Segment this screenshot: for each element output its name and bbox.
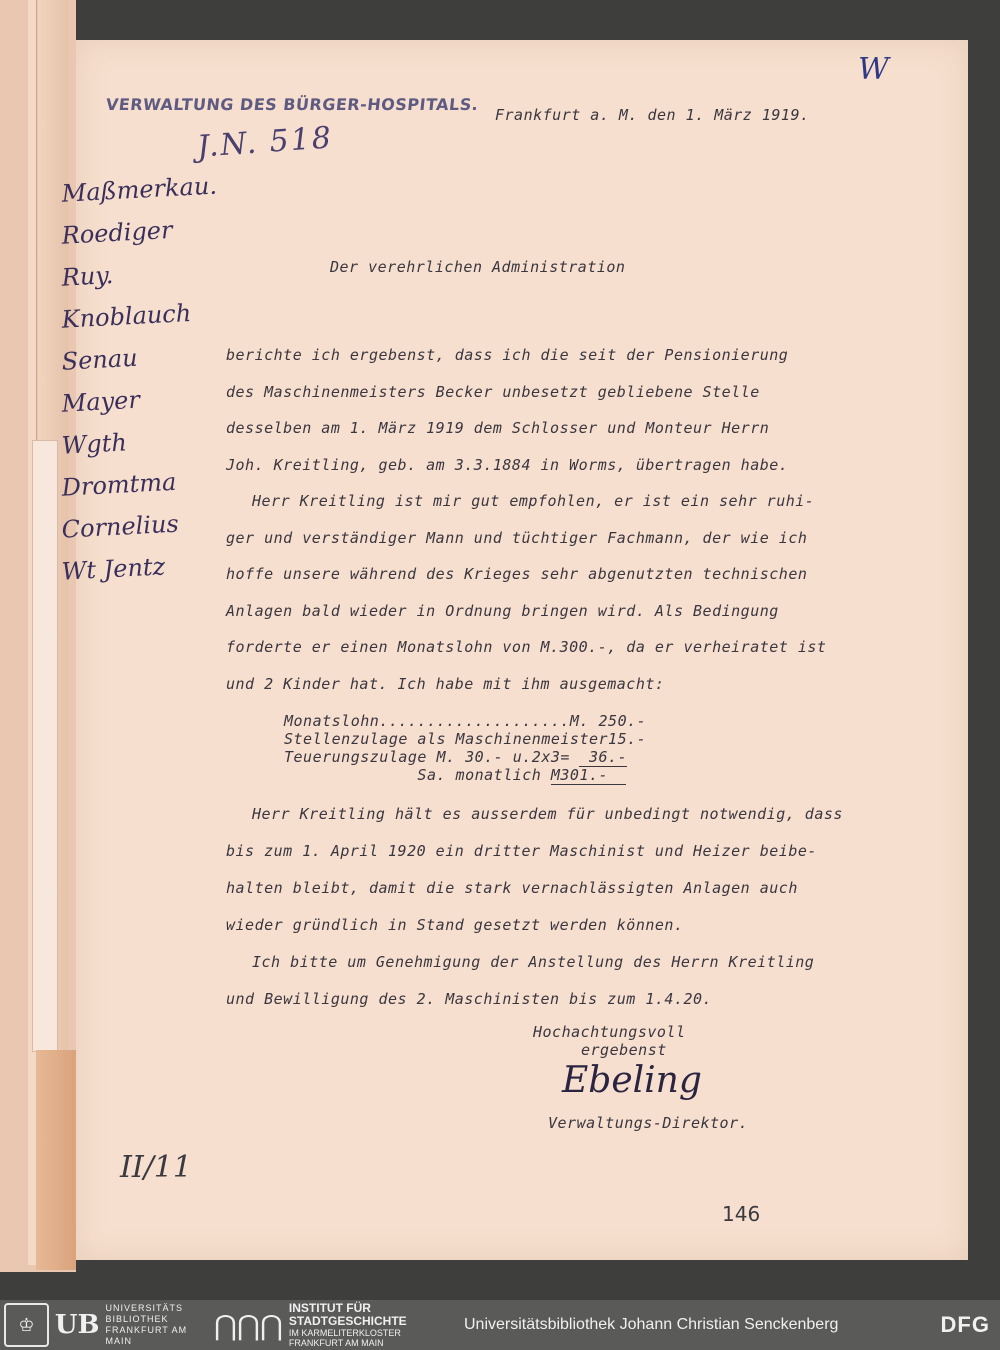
margin-note: Wt Jentz <box>61 552 166 586</box>
text-line: bis zum 1. April 1920 ein dritter Maschinist und Heizer beibe- <box>226 842 817 860</box>
letter-body-continued <box>226 805 956 1027</box>
text-line: des Maschinenmeisters Becker unbesetzt gebliebene Stelle <box>226 382 760 401</box>
text-line: hoffe unsere während des Krieges sehr abgenutzten technischen <box>226 565 808 583</box>
ub-logo-text <box>105 1303 214 1347</box>
text-line: berichte ich ergebenst, dass ich die seit der Pensionierung <box>226 346 789 364</box>
text-line: ger und verständiger Mann und tüchtiger Fachmann, der wie ich <box>226 528 808 547</box>
footer-bar <box>0 1300 1000 1350</box>
text-line: halten bleibt, damit die stark vernachlässigten Anlagen auch <box>226 879 798 897</box>
ifs-line: FRANKFURT AM MAIN <box>288 1338 384 1348</box>
text-line: und Bewilligung des 2. Maschinisten bis zum 1.4.20. <box>226 990 713 1008</box>
text-line: und 2 Kinder hat. Ich habe mit ihm ausgemacht: <box>226 674 665 693</box>
calc-row: Stellenzulage als Maschinenmeister15.- <box>284 730 647 748</box>
text-line: Joh. Kreitling, geb. am 3.3.1884 in Worms, übertragen habe. <box>226 455 789 474</box>
salutation: Der verehrlichen Administration <box>330 258 626 276</box>
calc-amount: 36.- <box>579 748 628 766</box>
ub-logo[interactable] <box>4 1303 214 1347</box>
text-line: desselben am 1. März 1919 dem Schlosser und Monteur Herrn <box>226 419 770 437</box>
closing <box>533 1023 686 1059</box>
closing-line: ergebenst <box>581 1041 667 1059</box>
handwritten-folio: II/11 <box>120 1150 192 1185</box>
library-title: Universitätsbibliothek Johann Christian Senckenberg <box>464 1316 839 1333</box>
ifs-line: STADTGESCHICHTE <box>288 1314 407 1328</box>
text-line: Herr Kreitling ist mir gut empfohlen, er ist ein sehr ruhi- <box>252 492 815 510</box>
margin-note: Roediger <box>61 215 174 250</box>
arches-icon: ⋂⋂⋂ <box>214 1308 283 1342</box>
institution-stamp: VERWALTUNG DES BÜRGER-HOSPITALS. <box>105 95 480 114</box>
handwritten-signature: Ebeling <box>562 1060 702 1101</box>
margin-note: Cornelius <box>61 509 180 544</box>
margin-note: Dromtma <box>61 467 177 502</box>
text-line: Herr Kreitling hält es ausserdem für unbedingt notwendig, dass <box>252 805 843 823</box>
salary-calculation <box>284 712 646 784</box>
calc-row <box>284 748 646 766</box>
text-line: Ich bitte um Genehmigung der Anstellung des Herrn Kreitling <box>252 953 815 971</box>
margin-note: Mayer <box>61 385 141 418</box>
ifs-logo-text <box>289 1302 407 1348</box>
calc-label: Teuerungszulage M. 30.- u.2x3= <box>284 748 580 766</box>
ifs-logo[interactable] <box>214 1302 464 1348</box>
calc-row <box>284 766 646 784</box>
paper-tab-strip <box>32 440 58 1052</box>
margin-signatures <box>61 171 242 595</box>
ifs-line: IM KARMELITERKLOSTER <box>288 1328 401 1338</box>
calc-total: M301.- <box>551 766 626 785</box>
signature-title: Verwaltungs-Direktor. <box>548 1114 749 1132</box>
margin-note: Maßmerkau. <box>61 171 218 208</box>
ub-seal-icon: ♔ <box>4 1303 49 1347</box>
calc-label: Sa. monatlich <box>284 766 551 784</box>
text-line: Anlagen bald wieder in Ordnung bringen wird. Als Bedingung <box>226 601 779 620</box>
text-line: forderte er einen Monatslohn von M.300.-, da er verheiratet ist <box>226 638 827 656</box>
handwritten-page-number: 146 <box>722 1202 761 1226</box>
closing-line: Hochachtungsvoll <box>533 1023 686 1041</box>
margin-note: Senau <box>61 343 139 376</box>
ub-line: FRANKFURT AM MAIN <box>105 1325 188 1346</box>
handwritten-initial: W <box>858 52 889 87</box>
text-line: wieder gründlich in Stand gesetzt werden können. <box>226 916 684 934</box>
margin-note: Ruy. <box>61 261 114 292</box>
ub-logo-letters: UB <box>54 1310 100 1340</box>
handwritten-journal-number: J.N. 518 <box>195 120 334 165</box>
dateline: Frankfurt a. M. den 1. März 1919. <box>495 106 810 124</box>
margin-note: Knoblauch <box>61 298 192 334</box>
ifs-line: INSTITUT FÜR <box>288 1301 371 1315</box>
margin-note: Wgth <box>61 428 128 460</box>
calc-row: Monatslohn....................M. 250.- <box>284 712 647 730</box>
dfg-logo[interactable]: DFG <box>940 1312 990 1337</box>
ub-line: BIBLIOTHEK <box>105 1314 169 1324</box>
underlying-page-bottom <box>36 1050 76 1270</box>
letter-body <box>226 346 946 711</box>
ub-line: UNIVERSITÄTS <box>105 1303 183 1313</box>
